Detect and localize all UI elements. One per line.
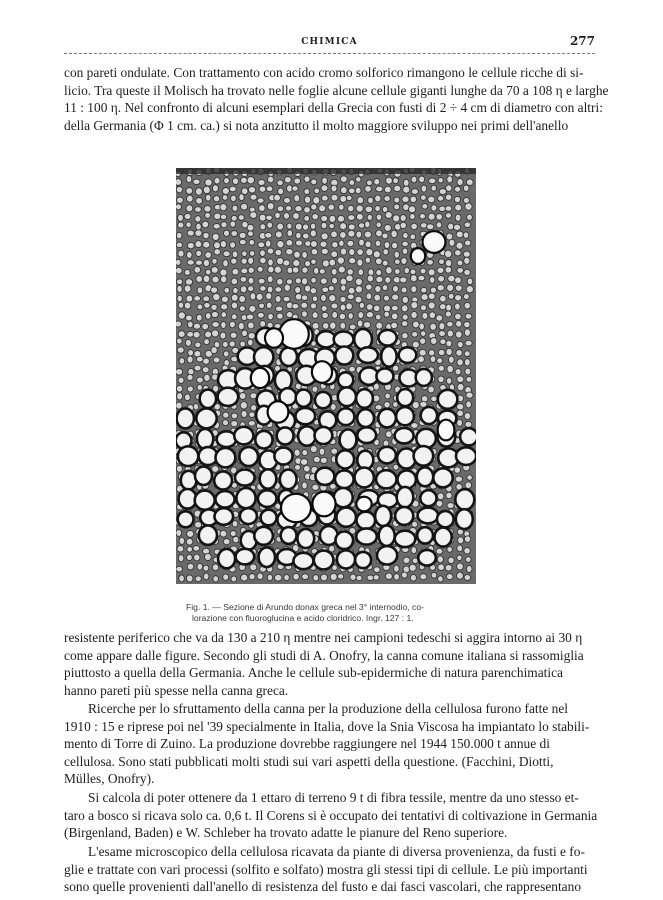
text-line: licio. Tra queste il Molisch ha trovato nelle foglie alcune cellule giganti lunghe da 70 a 108 η e larghe [64, 82, 609, 98]
caption-line: lorazione con fluoroglucina e acido cloridrico. Ingr. 127 : 1. [192, 613, 414, 623]
caption-line: Fig. 1. — Sezione di Arundo donax greca nel 3° internodio, co- [186, 602, 424, 612]
text-line: piuttosto a quella della Germania. Anche le cellule sub-epidermiche di natura parenchimatica [64, 665, 563, 681]
paragraph-esame [64, 843, 595, 896]
text-line: Mülles, Onofry). [64, 771, 155, 787]
paragraph-si-calcola [64, 789, 598, 842]
text-line: L'esame microscopico della cellulosa ricavata da piante di diversa provenienza, da fusti e fo- [88, 844, 585, 859]
text-line: con pareti ondulate. Con trattamento con acido cromo solforico rimangono le cellule ricche di si- [64, 65, 584, 80]
paragraph-intro [64, 64, 609, 134]
text-line: 1910 : 15 e riprese poi nel '39 specialmente in Italia, dove la Snia Viscosa ha impiantato lo stabili- [64, 718, 590, 734]
text-line: hanno pareti più spesse nella canna greca. [64, 682, 289, 698]
text-line: (Birgenland, Baden) e W. Schleber ha trovato adatte le pianure del Reno superiore. [64, 825, 508, 841]
text-line: Si calcola di poter ottenere da 1 ettaro di terreno 9 t di fibra tessile, mentre da uno stesso et- [88, 790, 579, 805]
text-line: glie e trattate con vari processi (solfito e solfato) mostra gli stessi tipi di cellule. Le più importanti [64, 861, 588, 877]
text-line: Ricerche per lo sfruttamento della canna per la produzione della cellulosa furono fatte nel [88, 701, 568, 716]
text-line: come appare dalle figure. Secondo gli studi di A. Onofry, la canna comune italiana si rassomiglia [64, 647, 584, 663]
text-line: taro a bosco si ricava solo ca. 0,6 t. Il Corens si è occupato dei tentativi di coltivazione in Germania [64, 807, 598, 823]
paragraph-ricerche [64, 700, 595, 788]
section-title: CHIMICA [301, 37, 358, 47]
text-line: 11 : 100 η. Nel confronto di alcuni esemplari della Grecia con fusti di 2 ÷ 4 cm di diametro con altri: [64, 100, 603, 116]
text-line: sono quelle provenienti dall'anello di resistenza del fusto e dai fasci vascolari, che rappresentano [64, 879, 582, 895]
micrograph-figure [176, 168, 476, 584]
header-rule [64, 53, 595, 54]
paragraph-resistente [64, 629, 595, 699]
text-line: resistente periferico che va da 130 a 210 η mentre nei campioni tedeschi si aggira intorno ai 30 η [64, 630, 583, 645]
running-head [64, 34, 595, 52]
text-line: della Germania (Φ 1 cm. ca.) si nota anzitutto il molto maggiore sviluppo nei primi dell'anello [64, 117, 569, 133]
figure-caption [186, 602, 486, 624]
micrograph-image [176, 168, 476, 584]
page-number: 277 [569, 34, 595, 48]
text-line: mento di Torre di Zuino. La produzione dovrebbe raggiungere nel 1944 150.000 t annue di [64, 736, 550, 752]
text-line: cellulosa. Sono stati pubblicati molti studi sui vari aspetti della questione. (Facchini, Diotti, [64, 753, 554, 769]
